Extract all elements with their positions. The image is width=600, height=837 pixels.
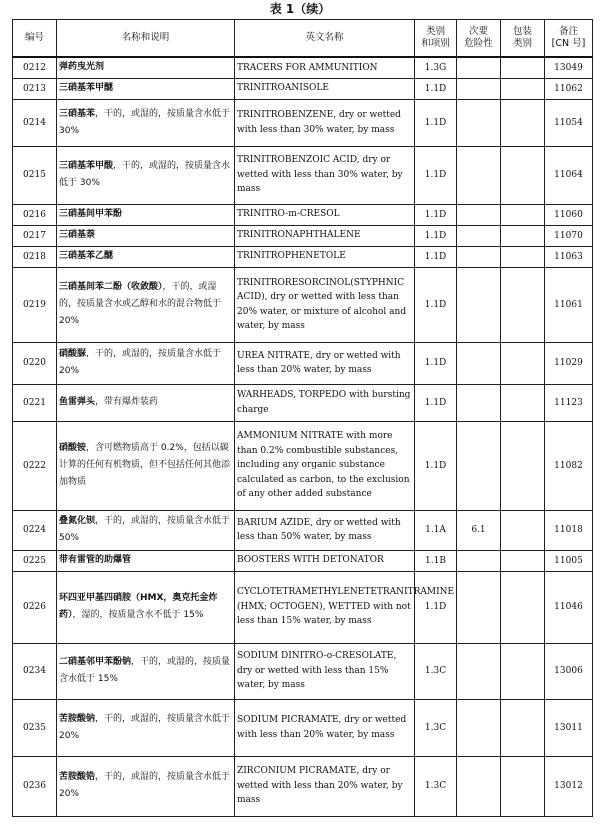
table-row (13, 225, 593, 246)
cell-english: TRINITRONAPHTHALENE (235, 225, 415, 246)
table-row (13, 78, 593, 99)
cell-class: 1.1D (415, 225, 457, 246)
cell-class: 1.1D (415, 146, 457, 204)
cell-name: 苦胺酸钠，干的，或湿的，按质量含水低于 20% (57, 699, 235, 756)
cell-name: 苦胺酸锆，干的，或湿的，按质量含水低于 20% (57, 756, 235, 816)
cell-number: 0234 (13, 643, 57, 699)
cell-cn-number: 11063 (545, 246, 593, 267)
cell-number: 0220 (13, 342, 57, 384)
table-row (13, 204, 593, 225)
cell-class: 1.1D (415, 99, 457, 146)
cell-class: 1.1D (415, 342, 457, 384)
cell-class: 1.1D (415, 204, 457, 225)
cell-class: 1.1D (415, 246, 457, 267)
cell-number: 0224 (13, 510, 57, 550)
dangerous-goods-table (12, 19, 593, 817)
cell-class: 1.1D (415, 421, 457, 510)
cell-subsidiary-risk (457, 225, 501, 246)
cell-english: ZIRCONIUM PICRAMATE, dry or wetted with less than 20% water, by mass (235, 756, 415, 816)
cell-packing-group (501, 550, 545, 571)
cell-english: SODIUM DINITRO-o-CRESOLATE, dry or wetted with less than 15% water, by mass (235, 643, 415, 699)
cell-number: 0215 (13, 146, 57, 204)
cell-packing-group (501, 99, 545, 146)
cell-english: BARIUM AZIDE, dry or wetted with less than 50% water, by mass (235, 510, 415, 550)
table-row (13, 57, 593, 78)
cell-class: 1.1D (415, 384, 457, 421)
cell-english: UREA NITRATE, dry or wetted with less than 20% water, by mass (235, 342, 415, 384)
cell-cn-number: 11060 (545, 204, 593, 225)
cell-name: 鱼雷弹头，带有爆炸装药 (57, 384, 235, 421)
table-row (13, 510, 593, 550)
cell-name: 三硝基苯甲酸，干的，或湿的，按质量含水低于 30% (57, 146, 235, 204)
cell-subsidiary-risk (457, 78, 501, 99)
cell-english: WARHEADS, TORPEDO with bursting charge (235, 384, 415, 421)
cell-cn-number: 13011 (545, 699, 593, 756)
cell-subsidiary-risk (457, 204, 501, 225)
cell-class: 1.1B (415, 550, 457, 571)
cell-number: 0212 (13, 57, 57, 78)
cell-english: TRINITROPHENETOLE (235, 246, 415, 267)
cell-english: TRACERS FOR AMMUNITION (235, 57, 415, 78)
cell-subsidiary-risk (457, 643, 501, 699)
cell-cn-number: 11061 (545, 267, 593, 342)
cell-packing-group (501, 78, 545, 99)
cell-subsidiary-risk (457, 384, 501, 421)
header-english: 英文名称 (235, 20, 415, 58)
cell-number: 0226 (13, 571, 57, 643)
table-row (13, 571, 593, 643)
cell-subsidiary-risk (457, 267, 501, 342)
cell-packing-group (501, 246, 545, 267)
cell-english: TRINITRO-m-CRESOL (235, 204, 415, 225)
cell-cn-number: 11054 (545, 99, 593, 146)
cell-packing-group (501, 756, 545, 816)
header-cn-number: 备注 [CN 号] (545, 20, 593, 58)
cell-english: TRINITROBENZENE, dry or wetted with less than 30% water, by mass (235, 99, 415, 146)
cell-cn-number: 11123 (545, 384, 593, 421)
cell-packing-group (501, 225, 545, 246)
cell-name: 带有雷管的助爆管 (57, 550, 235, 571)
cell-cn-number: 11082 (545, 421, 593, 510)
cell-english: SODIUM PICRAMATE, dry or wetted with less than 20% water, by mass (235, 699, 415, 756)
cell-number: 0214 (13, 99, 57, 146)
cell-english: BOOSTERS WITH DETONATOR (235, 550, 415, 571)
header-subsidiary-risk: 次要 危险性 (457, 20, 501, 58)
cell-class: 1.1A (415, 510, 457, 550)
table-row (13, 643, 593, 699)
cell-subsidiary-risk (457, 342, 501, 384)
cell-class: 1.1D (415, 78, 457, 99)
cell-number: 0235 (13, 699, 57, 756)
cell-cn-number: 11029 (545, 342, 593, 384)
cell-class: 1.1D (415, 571, 457, 643)
cell-class: 1.3G (415, 57, 457, 78)
table-row (13, 267, 593, 342)
table-row (13, 99, 593, 146)
table-row (13, 550, 593, 571)
cell-cn-number: 11062 (545, 78, 593, 99)
cell-number: 0217 (13, 225, 57, 246)
header-number: 编号 (13, 20, 57, 58)
cell-name: 二硝基邻甲苯酚钠，干的，或湿的，按质量含水低于 15% (57, 643, 235, 699)
cell-english: TRINITROANISOLE (235, 78, 415, 99)
cell-number: 0216 (13, 204, 57, 225)
cell-class: 1.1D (415, 267, 457, 342)
cell-name: 三硝基间苯二酚（收敛酸），干的，或湿的，按质量含水或乙醇和水的混合物低于 20% (57, 267, 235, 342)
cell-number: 0225 (13, 550, 57, 571)
cell-english: TRINITROBENZOIC ACID, dry or wetted with less than 30% water, by mass (235, 146, 415, 204)
table-row (13, 146, 593, 204)
cell-cn-number: 11046 (545, 571, 593, 643)
table-title: 表 1（续） (269, 2, 331, 16)
cell-subsidiary-risk (457, 146, 501, 204)
cell-packing-group (501, 267, 545, 342)
cell-cn-number: 11064 (545, 146, 593, 204)
cell-subsidiary-risk (457, 756, 501, 816)
header-packing-group: 包装 类别 (501, 20, 545, 58)
cell-name: 三硝基苯，干的，或湿的，按质量含水低于 30% (57, 99, 235, 146)
cell-name: 三硝基萘 (57, 225, 235, 246)
cell-number: 0218 (13, 246, 57, 267)
table-row (13, 246, 593, 267)
cell-packing-group (501, 57, 545, 78)
cell-english: CYCLOTETRAMETHYLENETETRANITRAMINE (HMX; OCTOGEN), WETTED with not less than 15% water, by mass (235, 571, 415, 643)
cell-packing-group (501, 384, 545, 421)
cell-cn-number: 13049 (545, 57, 593, 78)
cell-packing-group (501, 510, 545, 550)
cell-name: 弹药曳光剂 (57, 57, 235, 78)
table-row (13, 699, 593, 756)
cell-subsidiary-risk (457, 421, 501, 510)
cell-cn-number: 11018 (545, 510, 593, 550)
cell-name: 硝酸脲，干的，或湿的，按质量含水低于 20% (57, 342, 235, 384)
cell-english: TRINITRORESORCINOL(STYPHNIC ACID), dry or wetted with less than 20% water, or mixture of alcohol and water, by mass (235, 267, 415, 342)
cell-subsidiary-risk (457, 57, 501, 78)
cell-cn-number: 11005 (545, 550, 593, 571)
cell-name: 硝酸铵，含可燃物质高于 0.2%，包括以碳计算的任何有机物质，但不包括任何其他添加物质 (57, 421, 235, 510)
header-name: 名称和说明 (57, 20, 235, 58)
cell-name: 环四亚甲基四硝胺（HMX，奥克托金炸药），湿的，按质量含水不低于 15% (57, 571, 235, 643)
cell-packing-group (501, 643, 545, 699)
cell-number: 0213 (13, 78, 57, 99)
cell-packing-group (501, 204, 545, 225)
header-class: 类别 和项别 (415, 20, 457, 58)
cell-class: 1.3C (415, 699, 457, 756)
cell-subsidiary-risk (457, 550, 501, 571)
cell-name: 三硝基苯乙醚 (57, 246, 235, 267)
cell-name: 三硝基苯甲醚 (57, 78, 235, 99)
cell-packing-group (501, 421, 545, 510)
cell-name: 叠氮化钡，干的，或湿的，按质量含水低于 50% (57, 510, 235, 550)
table-header-row (13, 20, 593, 58)
cell-subsidiary-risk (457, 571, 501, 643)
cell-number: 0219 (13, 267, 57, 342)
table-row (13, 342, 593, 384)
cell-subsidiary-risk (457, 699, 501, 756)
cell-packing-group (501, 571, 545, 643)
cell-subsidiary-risk (457, 246, 501, 267)
cell-packing-group (501, 146, 545, 204)
cell-cn-number: 13012 (545, 756, 593, 816)
cell-class: 1.3C (415, 643, 457, 699)
cell-packing-group (501, 342, 545, 384)
cell-number: 0222 (13, 421, 57, 510)
cell-cn-number: 11070 (545, 225, 593, 246)
cell-subsidiary-risk (457, 99, 501, 146)
cell-number: 0236 (13, 756, 57, 816)
cell-cn-number: 13006 (545, 643, 593, 699)
cell-packing-group (501, 699, 545, 756)
cell-subsidiary-risk: 6.1 (457, 510, 501, 550)
table-row (13, 384, 593, 421)
cell-name: 三硝基间甲苯酚 (57, 204, 235, 225)
cell-class: 1.3C (415, 756, 457, 816)
cell-number: 0221 (13, 384, 57, 421)
table-row (13, 421, 593, 510)
cell-english: AMMONIUM NITRATE with more than 0.2% combustible substances, including any organic substance calculated as carbon, to the exclusion of any other added substance (235, 421, 415, 510)
table-row (13, 756, 593, 816)
